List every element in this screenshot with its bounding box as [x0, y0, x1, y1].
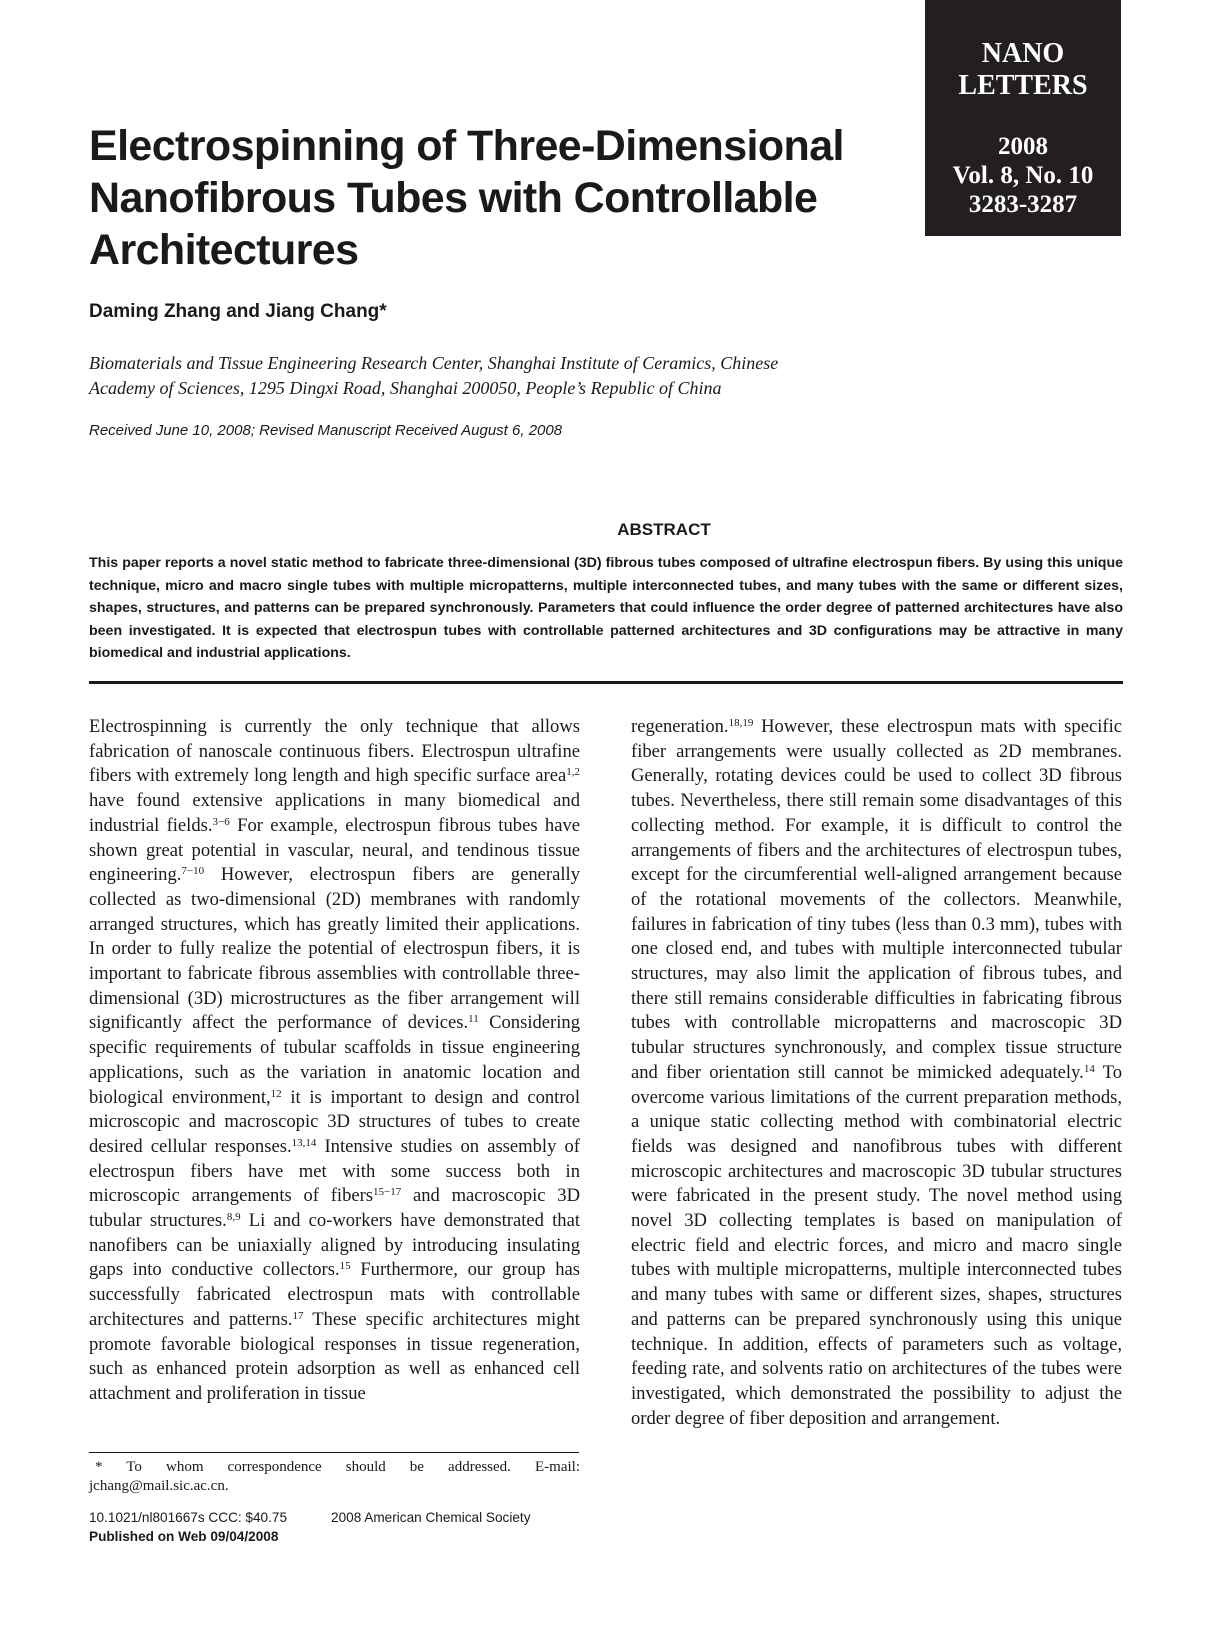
- footnote-divider: [89, 1452, 579, 1453]
- abstract-heading: ABSTRACT: [617, 520, 711, 539]
- received-dates: Received June 10, 2008; Revised Manuscript Received August 6, 2008: [89, 422, 563, 439]
- paper-title: [89, 120, 849, 276]
- section-divider: [89, 681, 1123, 684]
- body-text: have found extensive applications in many biomedical and industrial fields.: [89, 790, 580, 836]
- title-line: Architectures: [89, 226, 359, 274]
- body-text: and macroscopic 3D tubular structures.: [89, 1185, 580, 1232]
- footnote-text: * To whom correspondence should be addressed. E-mail: jchang@mail.sic.ac.cn.: [89, 1459, 580, 1494]
- citation: 1,2: [566, 766, 580, 779]
- journal-info-box: [925, 0, 1121, 236]
- affiliation-line: Academy of Sciences, 1295 Dingxi Road, Shanghai 200050, People’s Republic of China: [89, 378, 722, 398]
- journal-year: 2008: [998, 133, 1048, 160]
- body-text: However, electrospun fibers are generally collected as two-dimensional (2D) membranes with randomly arranged structures, which has greatly limited their applications. In order to fully realize the potential of electrospun fibers, it is important to fabricate fibrous assemblies with controllable three-dimensional (3D) microstructures as the fiber arrangement will significantly affect the performance of devices.: [89, 864, 580, 1034]
- body-column-right: [631, 715, 1122, 1431]
- journal-name: NANO LETTERS: [958, 38, 1088, 101]
- body-text: For example, electrospun fibrous tubes have shown great potential in vascular, neural, and tendinous tissue engineering.: [89, 814, 580, 886]
- citation: 11: [468, 1013, 479, 1026]
- journal-volume: Vol. 8, No. 10: [952, 162, 1094, 189]
- title-line: Electrospinning of Three-Dimensional: [89, 122, 844, 170]
- abstract-text: This paper reports a novel static method to fabricate three-dimensional (3D) fibrous tubes composed of ultrafine electrospun fibers. By using this unique technique, micro and macro single tubes with multiple micropatterns, multiple interconnected tubes, and many tubes with the same or different sizes, shapes, structures, and patterns can be prepared synchronously. Parameters that could influence the order degree of patterned architectures have also been investigated. It is expected that electrospun tubes with controllable patterned architectures and 3D configurations may be attractive in many biomedical and industrial applications.: [89, 555, 1123, 662]
- body-column-left: [89, 715, 580, 1407]
- body-text: regeneration.: [631, 716, 729, 737]
- citation: 18,19: [728, 717, 754, 729]
- body-text: To overcome various limitations of the current preparation methods, a unique static collecting method with combinatorial electric fields was designed and nanofibrous tubes with different microscopic architectures and macroscopic 3D tubular structures were fabricated in the present study. The novel method using novel 3D collecting templates is based on manipulation of electric field and electric forces, and micro and macro single tubes with multiple micropatterns, multiple interconnected tubes and many tubes with same or different sizes, shapes, structures and patterns can be prepared synchronously using this unique technique. In addition, effects of parameters such as voltage, feeding rate, and solvents ratio on architectures of the tubes were investigated, which demonstrated the possibility to adjust the order degree of fiber deposition and arrangement.: [631, 1061, 1123, 1429]
- citation: 8,9: [226, 1211, 241, 1224]
- published-date: Published on Web 09/04/2008: [89, 1529, 279, 1544]
- doi: 10.1021/nl801667s CCC: $40.75: [89, 1510, 288, 1525]
- citation: 17: [292, 1309, 304, 1322]
- citation: 3−6: [212, 815, 230, 828]
- doi-line: [89, 1510, 531, 1525]
- correspondence-footnote: [89, 1458, 580, 1496]
- copyright: 2008 American Chemical Society: [331, 1510, 531, 1525]
- body-text: These specific architectures might promote favorable biological responses in tissue regeneration, such as enhanced protein adsorption as well as enhanced cell attachment and proliferation in tissue: [89, 1308, 580, 1404]
- affiliation: [89, 351, 849, 401]
- title-line: Nanofibrous Tubes with Controllable: [89, 174, 818, 222]
- citation: 14: [1083, 1062, 1095, 1075]
- body-text: However, these electrospun mats with specific fiber arrangements were usually collected as 2D membranes. Generally, rotating devices could be used to collect 3D fibrous tubes. Nevertheless, there still remain some disadvantages of this collecting method. For example, it is difficult to control the arrangements of fibers and the architectures of electrospun tubes, except for the circumferential well-aligned arrangement because of the rotational movements of the collectors. Meanwhile, failures in fabrication of tiny tubes (less than 0.3 mm), tubes with one closed end, and tubes with multiple interconnected tubular structures, may also limit the application of fibrous tubes, and there still remains considerable difficulties in fabricating fibrous tubes with controllable micropatterns and macroscopic 3D tubular structures synchronously, and complex tissue structure and fiber orientation still cannot be mimicked adequately.: [631, 716, 1122, 1083]
- citation: 13,14: [291, 1136, 317, 1149]
- affiliation-line: Biomaterials and Tissue Engineering Research Center, Shanghai Institute of Ceramics, Chinese: [89, 353, 779, 373]
- body-text: Li and co-workers have demonstrated that nanofibers can be uniaxially aligned by introducing insulating gaps into conductive collectors.: [89, 1210, 580, 1281]
- body-text: Intensive studies on assembly of electrospun fibers have met with some success both in microscopic arrangements of fibers: [89, 1135, 580, 1207]
- journal-pages: 3283-3287: [968, 191, 1078, 218]
- authors: Daming Zhang and Jiang Chang*: [89, 301, 387, 322]
- body-text: Electrospinning is currently the only technique that allows fabrication of nanoscale continuous fibers. Electrospun ultrafine fibers with extremely long length and high specific surface area: [89, 716, 580, 787]
- citation: 7−10: [181, 865, 205, 878]
- body-text: it is important to design and control microscopic and macroscopic 3D structures of tubes to create desired cellular responses.: [89, 1086, 580, 1157]
- body-text: Considering specific requirements of tubular scaffolds in tissue engineering applications, such as the variation in anatomic location and biological environment,: [89, 1012, 580, 1108]
- body-text: Furthermore, our group has successfully fabricated electrospun mats with controllable architectures and patterns.: [89, 1259, 580, 1330]
- citation: 12: [270, 1087, 282, 1100]
- citation: 15−17: [373, 1186, 402, 1199]
- citation: 15: [339, 1260, 351, 1273]
